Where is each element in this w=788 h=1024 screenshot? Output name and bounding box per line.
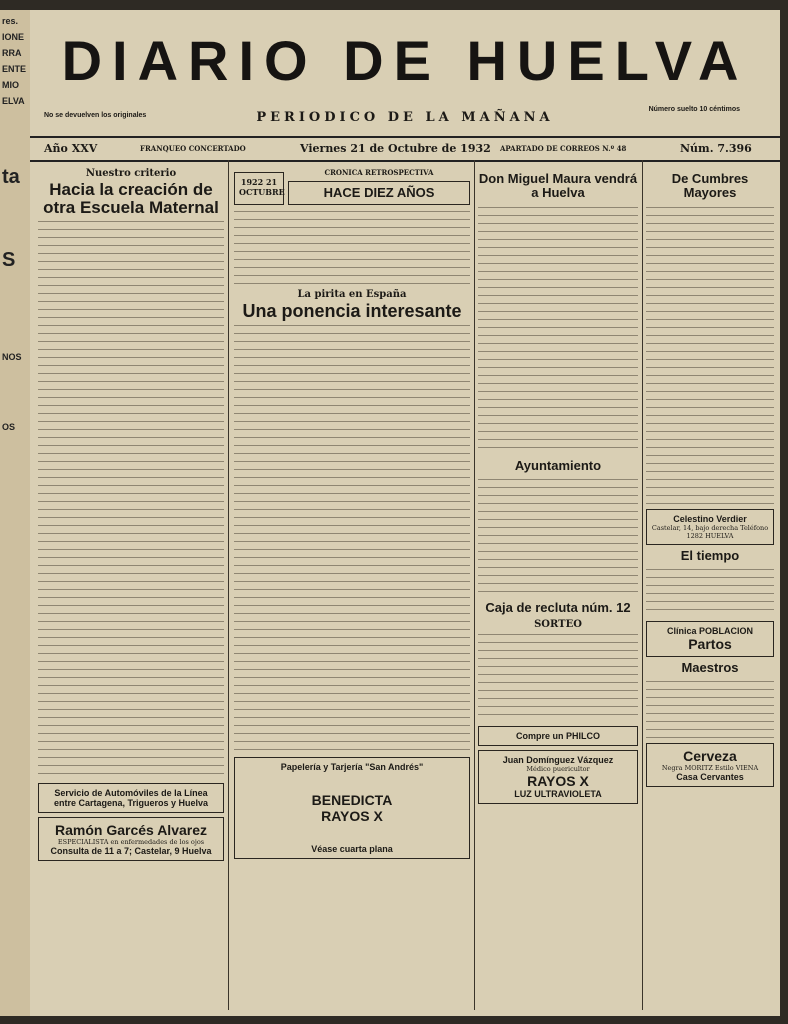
body-text [38, 219, 224, 779]
body-text [646, 679, 774, 739]
ad-celestino [646, 509, 774, 545]
ad-name: Clínica POBLACION [666, 625, 753, 636]
headline: De Cumbres Mayores [671, 171, 749, 201]
strip-text: ELVA [2, 96, 25, 106]
ad-clinica [646, 621, 774, 657]
date: Viernes 21 de Octubre de 1932 [300, 142, 491, 155]
info-bar [30, 136, 780, 162]
ad-name: Celestino Verdier [673, 513, 747, 524]
kicker: La pirita en España [297, 289, 407, 301]
headline: HACE DIEZ AÑOS [288, 181, 470, 205]
strip-text: ENTE [2, 64, 27, 74]
ad-rayos: RAYOS X [527, 773, 589, 790]
headline: Ayuntamiento [514, 457, 602, 473]
strip-text: OS [2, 422, 16, 432]
strip-text: IONE [2, 32, 25, 42]
ad-footer: Véase cuarta plana [311, 844, 393, 855]
masthead-subtitle: PERIODICO DE LA MAÑANA [256, 110, 554, 125]
body-text [646, 567, 774, 617]
ad-name: Ramón Garcés Alvarez [55, 821, 207, 838]
ad-philco: Compre un PHILCO [478, 726, 638, 746]
ad-cervantes: Casa Cervantes [676, 772, 744, 783]
strip-text: NOS [2, 352, 22, 362]
ad-cerveza [646, 743, 774, 787]
ad-papeleria [234, 757, 470, 859]
left-note: No se devuelven los originales [44, 112, 147, 119]
right-note: Número suelto 10 céntimos [648, 106, 740, 113]
headline: Don Miguel Maura vendrá a Huelva [478, 171, 638, 201]
ad-title: Médico puericultor [526, 765, 590, 774]
masthead-title: DIARIO DE HUELVA [61, 29, 749, 92]
ad-sub: Negra MORITZ Estilo VIENA [661, 764, 759, 773]
column-5 [646, 168, 774, 1008]
headline: Hacia la creación de otra Escuela Maternal [43, 180, 219, 217]
ad-partos: Partos [688, 635, 732, 652]
apartado: APARTADO DE CORREOS N.º 48 [500, 144, 627, 153]
body-text [234, 323, 470, 753]
column-1 [38, 168, 224, 1008]
headline: Caja de recluta núm. 12 [485, 599, 631, 615]
kicker: SORTEO [534, 619, 582, 631]
left-page-strip [0, 10, 32, 1016]
ad-name: Juan Domínguez Vázquez [502, 755, 614, 766]
franqueo: FRANQUEO CONCERTADO [140, 144, 246, 153]
ad-line: ESPECIALISTA en enfermedades de los ojos [57, 837, 205, 846]
ad-title: Servicio de Automóviles de la Línea entre Cartagena, Trigueros y Huelva [53, 787, 209, 808]
strip-text: MIO [2, 80, 19, 90]
strip-text: ta [2, 166, 20, 188]
ad-name: BENEDICTA [311, 792, 393, 809]
ad-addr: Consulta de 11 a 7; Castelar, 9 Huelva [50, 845, 212, 856]
strip-text: res. [2, 16, 19, 26]
ad-title: Papelería y Tarjería "San Andrés" [280, 762, 424, 773]
date-box: 1922 21 OCTUBRE [234, 172, 284, 205]
body-text [234, 209, 470, 289]
ad-juan [478, 750, 638, 804]
ad-name: Cerveza [683, 748, 737, 765]
kicker: CRONICA RETROSPECTIVA [324, 168, 434, 177]
body-text [646, 205, 774, 505]
body-text [478, 205, 638, 455]
strip-text: RRA [2, 48, 22, 58]
year: Año XXV [44, 142, 98, 155]
headline: Una ponencia interesante [242, 301, 462, 322]
newspaper-page [30, 10, 780, 1016]
body-text [478, 632, 638, 722]
headline: Maestros [681, 659, 739, 675]
ad-luz: LUZ ULTRAVIOLETA [514, 789, 602, 800]
body-text [478, 477, 638, 597]
column-2 [234, 168, 470, 1008]
ad-addr: Castelar, 14, bajo derecha Teléfono 1282 HUELVA [651, 523, 769, 540]
ad-garces [38, 817, 224, 861]
column-3 [478, 168, 638, 1008]
kicker: Nuestro criterio [85, 168, 177, 179]
headline: El tiempo [680, 547, 740, 563]
ad-automoviles [38, 783, 224, 813]
strip-text: S [2, 249, 16, 271]
issue-number: Núm. 7.396 [680, 142, 752, 155]
ad-rayos: RAYOS X [321, 808, 383, 825]
